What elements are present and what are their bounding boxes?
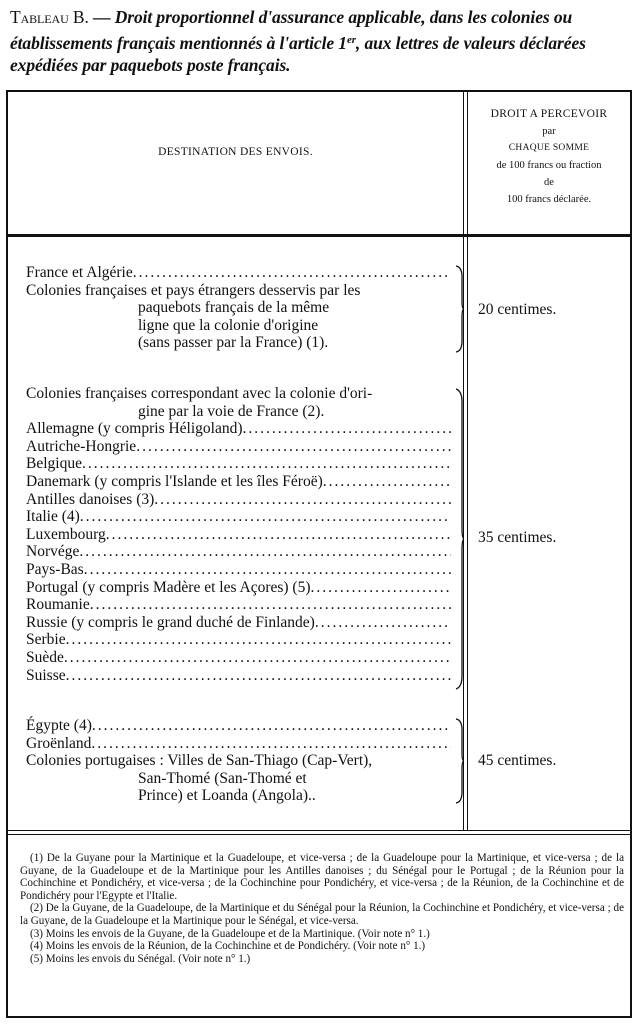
dot-leader: [91, 735, 451, 753]
caption-text-end: , aux lettres de valeurs déclarées expédiées par paquebots poste français.: [10, 32, 586, 75]
destination-label: Danemark (y compris l'Islande et les îles Féroë): [26, 472, 323, 490]
header-rate-line: de 100 francs ou fraction: [496, 160, 602, 171]
destination-label: Groënland: [26, 734, 92, 752]
destination-row: [26, 717, 451, 735]
destination-label: ligne que la colonie d'origine: [138, 316, 319, 334]
destination-label: Prince) et Loanda (Angola)..: [138, 787, 316, 805]
destination-row: [26, 420, 451, 438]
destination-label: San-Thomé (San-Thomé et: [138, 769, 307, 787]
destination-label: Suède: [26, 648, 64, 666]
destination-label: paquebots français de la même: [138, 299, 330, 317]
destination-row: [26, 264, 451, 282]
group-rows-2: [26, 385, 451, 684]
dot-leader: [106, 526, 451, 544]
destination-label: Russie (y compris le grand duché de Finlande): [26, 613, 315, 631]
destination-label: Portugal (y compris Madère et les Açores) (5): [26, 578, 311, 596]
destination-label: (sans passer par la France) (1).: [138, 334, 329, 352]
header-rate-line: 100 francs déclarée.: [506, 194, 592, 205]
rate-group-2: 35 centimes.: [478, 529, 557, 546]
destination-row: [26, 526, 451, 544]
caption-text: — Droit proportionnel d'assurance applicable, dans les colonies ou établissements français mentionnés à l'article 1: [10, 7, 573, 53]
destination-row: [26, 282, 451, 300]
dot-leader: [315, 614, 451, 632]
header-rate-line: par: [542, 126, 556, 137]
header-destination: DESTINATION DES ENVOIS.: [158, 146, 313, 158]
destination-label: Suisse: [26, 666, 66, 684]
dot-leader: [66, 631, 451, 649]
destination-row: [26, 649, 451, 667]
destination-label: Allemagne (y compris Héligoland): [26, 420, 243, 438]
footer-rule: [8, 830, 630, 835]
caption-superscript: er: [346, 33, 356, 46]
destination-row: [26, 455, 451, 473]
destination-row: [26, 752, 451, 770]
destination-row: [26, 770, 451, 788]
header-rate: [468, 106, 630, 208]
header-rate-line: DROIT A PERCEVOIR: [490, 108, 608, 120]
footnote: (2) De la Guyane, de la Guadeloupe, de la Martinique et du Sénégal pour la Réunion, la Cochinchine et Pondichéry, et vice-versa ; de la Guyane, de la Guadeloupe et la Martinique pour le Sénégal, et vice-versa.: [20, 902, 624, 927]
footnote: (4) Moins les envois de la Réunion, de la Cochinchine et de Pondichéry. (Voir note n° 1.): [30, 940, 426, 953]
table-caption: [10, 6, 632, 77]
dot-leader: [84, 561, 451, 579]
brace-group-1: [454, 265, 464, 353]
dot-leader: [82, 455, 451, 473]
destination-row: [26, 631, 451, 649]
group-rows-3: [26, 717, 451, 805]
destination-row: [26, 317, 451, 335]
destination-label: Belgique: [26, 455, 82, 473]
caption-lead: Tableau B.: [10, 7, 89, 27]
rate-group-1: 20 centimes.: [478, 301, 557, 318]
header-rate-line: de: [544, 177, 554, 188]
destination-row: [26, 561, 451, 579]
dot-leader: [243, 420, 451, 438]
destination-row: [26, 614, 451, 632]
destination-label: Égypte (4): [26, 717, 92, 734]
destination-row: [26, 735, 451, 753]
destination-label: gine par la voie de France (2).: [138, 402, 325, 420]
footnote: (3) Moins les envois de la Guyane, de la Guadeloupe et de la Martinique. (Voir note n° 1.): [30, 927, 430, 940]
brace-group-2: [454, 388, 464, 690]
destination-label: Colonies françaises et pays étrangers desservis par les: [26, 281, 361, 299]
destination-row: [26, 508, 451, 526]
dot-leader: [323, 473, 451, 491]
header-rate-line: CHAQUE SOMME: [508, 143, 590, 153]
destination-row: [26, 385, 451, 403]
dot-leader: [80, 508, 451, 526]
table-frame: [6, 90, 632, 1018]
dot-leader: [311, 579, 451, 597]
dot-leader: [90, 596, 451, 614]
destination-label: Luxembourg: [26, 525, 106, 543]
destination-row: [26, 403, 451, 421]
destination-label: France et Algérie: [26, 264, 133, 281]
destination-label: Italie (4): [26, 508, 80, 526]
destination-label: Colonies portugaises : Villes de San-Thiago (Cap-Vert),: [26, 752, 373, 770]
header-rule: [8, 234, 630, 237]
footnotes: [20, 852, 624, 965]
destination-row: [26, 596, 451, 614]
destination-row: [26, 579, 451, 597]
brace-group-3: [454, 718, 464, 804]
destination-label: Pays-Bas: [26, 560, 84, 578]
dot-leader: [136, 438, 451, 456]
destination-row: [26, 438, 451, 456]
destination-label: Roumanie: [26, 596, 90, 614]
dot-leader: [133, 264, 451, 282]
destination-label: Colonies françaises correspondant avec la colonie d'ori-: [26, 385, 373, 402]
dot-leader: [66, 667, 451, 685]
dot-leader: [154, 491, 451, 509]
destination-row: [26, 299, 451, 317]
destination-label: Serbie: [26, 631, 66, 649]
footnote: (1) De la Guyane pour la Martinique et la Guadeloupe, et vice-versa ; de la Guadeloupe pour la Martinique, et vice-versa ; de la Guyane, de la Guadeloupe et de la Martinique pour les Antilles danoises ; du Sénégal pour le Portugal ; de la Réunion pour la Cochinchine et Pondichéry, et vice-versa ; de la Cochinchine pour Pondichéry, et vice-versa ; de la Réunion, de la Cochinchine et de Pondichéry pour l'Egypte et l'Italie.: [20, 852, 624, 902]
destination-row: [26, 543, 451, 561]
destination-row: [26, 491, 451, 509]
destination-label: Autriche-Hongrie: [26, 437, 137, 455]
dot-leader: [64, 649, 451, 667]
destination-label: Norvége: [26, 543, 80, 561]
destination-row: [26, 787, 451, 805]
destination-row: [26, 473, 451, 491]
destination-row: [26, 667, 451, 685]
dot-leader: [79, 543, 451, 561]
footnote: (5) Moins les envois du Sénégal. (Voir note n° 1.): [30, 952, 251, 965]
destination-row: [26, 334, 451, 352]
group-rows-1: [26, 264, 451, 352]
destination-label: Antilles danoises (3): [26, 490, 155, 508]
rate-group-3: 45 centimes.: [478, 752, 557, 769]
dot-leader: [92, 717, 451, 735]
